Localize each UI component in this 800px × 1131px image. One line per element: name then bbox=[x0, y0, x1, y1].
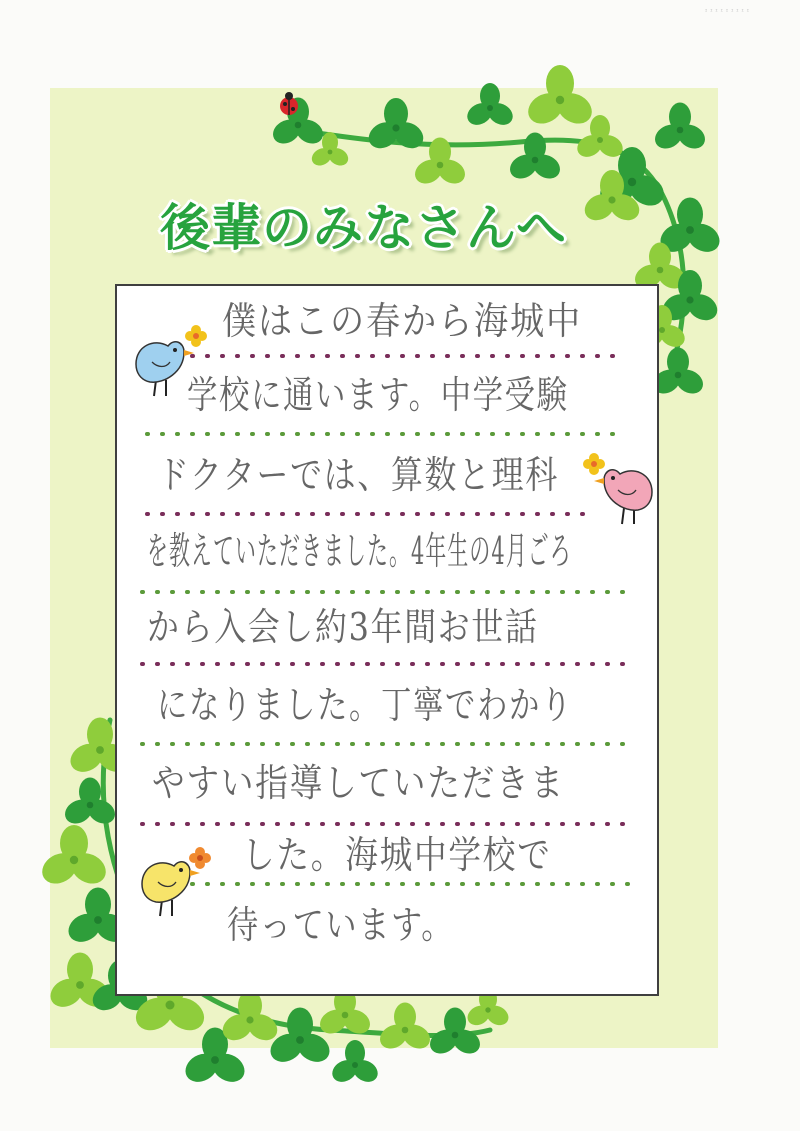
message-paper bbox=[115, 284, 659, 996]
ladybug-icon bbox=[280, 92, 298, 115]
scan-mark: ᴵᴵᴵᴵᴵᴵᴵᴵᴵ bbox=[704, 8, 751, 16]
message-line-3: ドクターでは、算数と理科 bbox=[157, 453, 559, 497]
message-line-7: やすい指導していただきま bbox=[152, 761, 565, 805]
message-line-2: 学校に通います。中学受験 bbox=[187, 373, 569, 417]
message-line-5: から入会し約3年間お世話 bbox=[147, 605, 539, 649]
page-title: 後輩のみなさんへ bbox=[160, 199, 567, 257]
message-line-8: した。海城中学校で bbox=[242, 833, 552, 877]
message-line-4: を教えていただきました。4年生の4月ごろ bbox=[147, 529, 572, 573]
message-line-9: 待っています。 bbox=[227, 903, 455, 947]
message-line-1: 僕はこの春から海城中 bbox=[222, 299, 583, 343]
message-line-6: になりました。丁寧でわかり bbox=[157, 683, 574, 727]
